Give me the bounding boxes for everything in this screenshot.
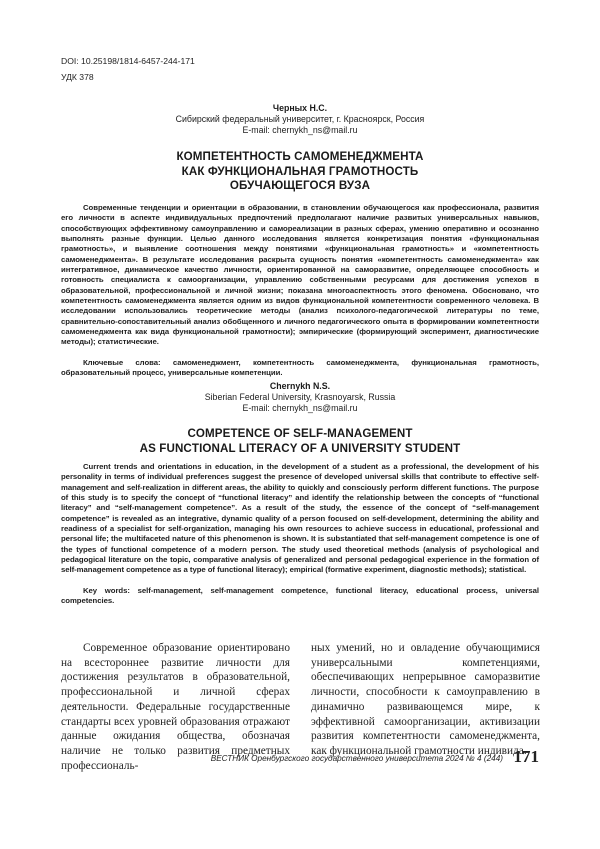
journal-footer: ВЕСТНИК Оренбургского государственного университета 2024 № 4 (244) bbox=[211, 754, 503, 763]
title-en-line: AS FUNCTIONAL LITERACY OF A UNIVERSITY STUDENT bbox=[61, 442, 539, 457]
doi: DOI: 10.25198/1814-6457-244-171 bbox=[61, 56, 195, 66]
body-paragraph: ных умений, но и овладение обучающимися универсальными компетенциями, обеспечивающих непрерывное саморазвитие личности, способности к самоуправлению в динамично развивающемся мире, к эффективной самоорганизации, активизации развития компетентности самоменеджмента, как функциональной грамотности индивида. bbox=[311, 641, 540, 759]
title-ru-line: КОМПЕТЕНТНОСТЬ САМОМЕНЕДЖМЕНТА bbox=[61, 150, 539, 165]
affiliation-ru bbox=[61, 114, 539, 136]
body-paragraph: Современное образование ориентировано на всестороннее развитие личности для достижения результатов в образовательной, профессиональной и личной сферах деятельности. Федеральные государственные стандарты всех уровней образования отражают данные ожидания общества, обозначая наличие не только развития предметных профессиональ- bbox=[61, 641, 290, 773]
udk: УДК 378 bbox=[61, 72, 94, 82]
title-en bbox=[61, 427, 539, 456]
author-ru: Черных Н.С. bbox=[61, 103, 539, 113]
title-ru bbox=[61, 150, 539, 194]
title-en-line: COMPETENCE OF SELF-MANAGEMENT bbox=[61, 427, 539, 442]
abstract-ru-text: Современные тенденции и ориентации в образовании, в становлении обучающегося как профессионала, развития его личности в аспекте индивидуальных предпочтений предполагают наличие развитых универсальных навыков, способствующих эффективному самоуправлению и самореализации в разных сферах, умению оперативно и осознанно выполнять разные функции. Целью данного исследования является конкретизация понятия «функциональная грамотность», и выявление соотношения между понятиями «функциональная грамотность» и «компетентность самоменеджмента». В результате исследования раскрыта сущность понятия «компетентность самоменеджмента» как интегративное, динамическое качество личности, ориентированной на саморазвитие, определяющее способность и готовность специалиста к самоорганизации, управлению собственными ресурсами для достижения успехов в образовательной, профессиональной и личной жизни; показана многоаспектность этого феномена. Обосновано, что компетентность самоменеджмента является одним из видов функциональной компетентности современного человека. В исследовании использовались теоретические методы (анализ психолого-педагогической литературы по теме, сравнительно-сопоставительный анализ обобщенного и личного педагогического опыта в формировании компетентности самоменеджмента как вида функциональной грамотности); эмпирические (формирующий эксперимент, диагностические методы); статистические. bbox=[61, 203, 539, 348]
page-number: 171 bbox=[514, 747, 540, 767]
title-ru-line: КАК ФУНКЦИОНАЛЬНАЯ ГРАМОТНОСТЬ bbox=[61, 165, 539, 180]
body-column-right bbox=[311, 641, 540, 759]
keywords-ru: Ключевые слова: самоменеджмент, компетентность самоменеджмента, функциональная грамотность, образовательный процесс, универсальные компетенции. bbox=[61, 358, 539, 379]
affiliation-en bbox=[61, 392, 539, 414]
title-ru-line: ОБУЧАЮЩЕГОСЯ ВУЗА bbox=[61, 179, 539, 194]
affiliation-ru-text: Сибирский федеральный университет, г. Красноярск, Россия bbox=[61, 114, 539, 125]
author-en: Chernykh N.S. bbox=[61, 381, 539, 391]
abstract-en bbox=[61, 462, 539, 606]
email-ru: E-mail: chernykh_ns@mail.ru bbox=[61, 125, 539, 136]
abstract-en-text: Current trends and orientations in education, in the development of a student as a professional, the development of his personality in terms of individual preferences suggest the presence of developed universal skills that contribute to effective self-management and self-realization in different areas, the ability to quickly and consciously perform different functions. The purpose of this study is to specify the concept of “functional literacy” and identify the relationship between the concepts of “functional literacy” and “self-management competence”. As a result of the study, the essence of the concept of “self-management competence” is revealed as an integrative, dynamic quality of a person focused on self-development, determining the ability and readiness of a specialist for self-organization, managing his own resources to achieve success in educational, professional and personal life; the multifaceted nature of this phenomenon is shown. It is substantiated that self-management competence is one of the types of functional competence of a modern person. The study used theoretical methods (analysis of psychological and pedagogical literature on the topic, comparative analysis of generalized and personal pedagogical experience in the formation of self-management competence as a type of functional literacy); empirical (formative experiment, diagnostic methods); statistical. bbox=[61, 462, 539, 576]
abstract-ru bbox=[61, 203, 539, 379]
keywords-en: Key words: self-management, self-management competence, functional literacy, educational process, universal competencies. bbox=[61, 586, 539, 607]
email-en: E-mail: chernykh_ns@mail.ru bbox=[61, 403, 539, 414]
affiliation-en-text: Siberian Federal University, Krasnoyarsk, Russia bbox=[61, 392, 539, 403]
